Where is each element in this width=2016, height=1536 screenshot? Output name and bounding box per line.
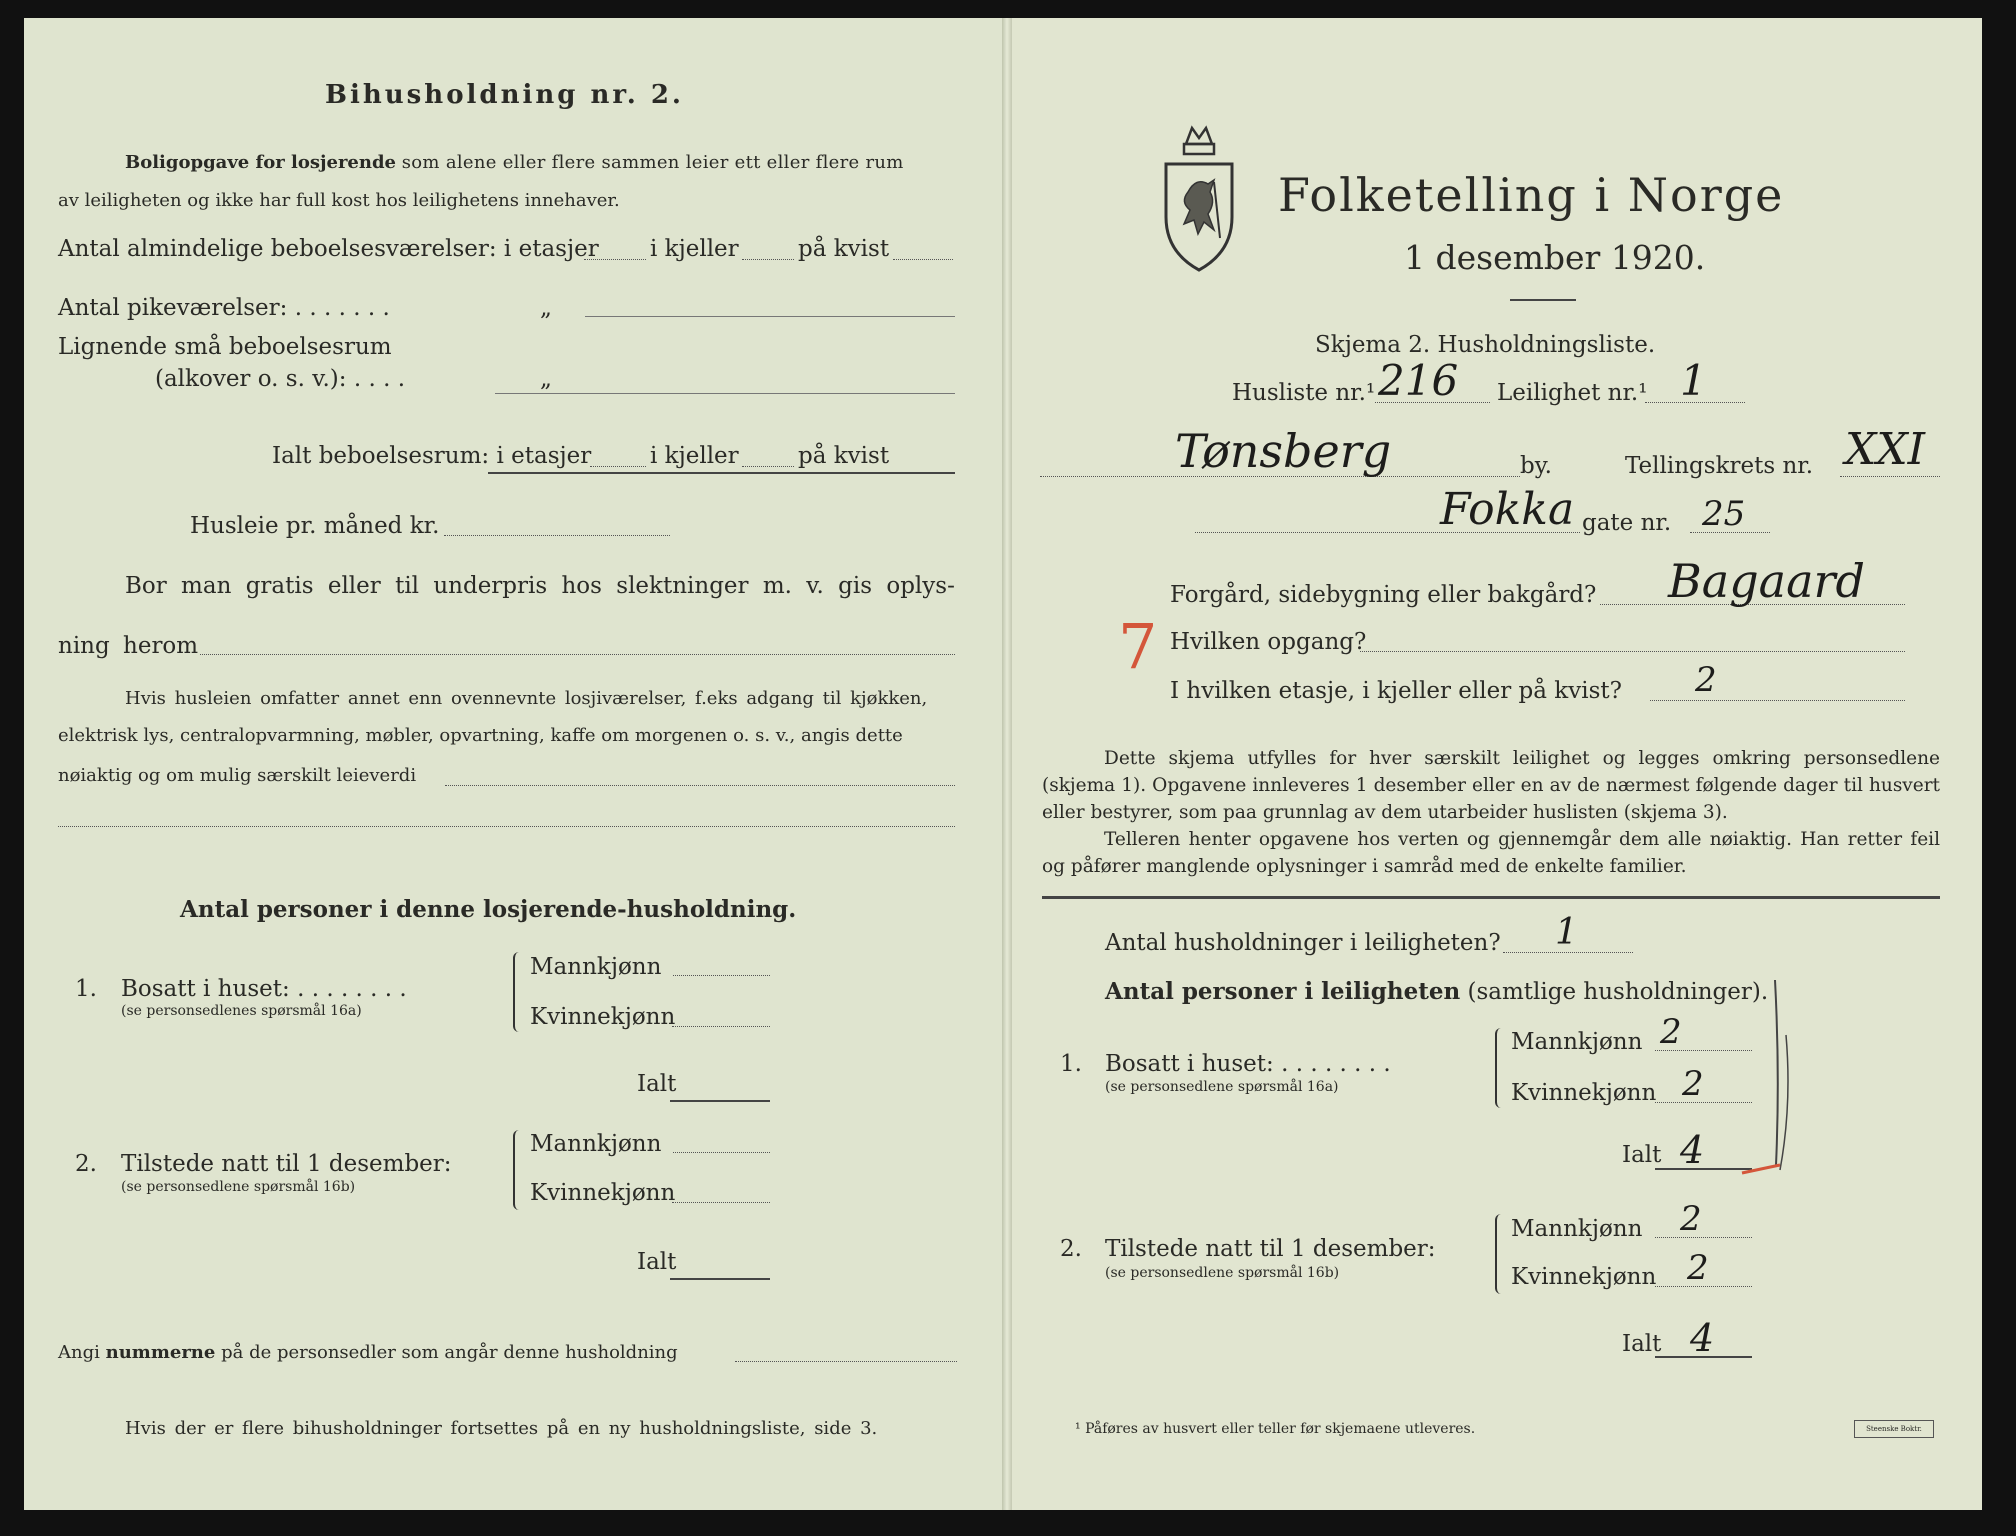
by-label: by.: [1520, 453, 1552, 479]
angi-bold: nummerne: [105, 1342, 216, 1363]
leieverdi-field[interactable]: [445, 785, 955, 786]
rooms-kvist-label: på kvist: [798, 236, 890, 262]
small-rooms-label: Lignende små beboelsesrum: [58, 334, 392, 360]
right-persons-heading: [1105, 980, 1768, 1004]
intro-rest: som alene eller flere sammen leier ett eller flere rum: [401, 152, 904, 173]
opgang-field[interactable]: [1360, 651, 1905, 652]
left-q2-mann-field[interactable]: [673, 1152, 770, 1153]
city-value: Tønsberg: [1175, 424, 1392, 478]
alkover-field[interactable]: [495, 393, 955, 394]
ditto-mark-2: „: [540, 366, 552, 392]
angi-rest: på de personsedler som angår denne husholdning: [221, 1342, 678, 1363]
ialt-kjeller-field[interactable]: [742, 466, 794, 467]
info-line-3: husvert eller bestyrer, som paa grunnlag av dem utarbeider huslisten (skjema 3).: [1042, 775, 1940, 823]
pike-field[interactable]: [585, 316, 955, 317]
gratis-line-2: ning herom: [58, 633, 199, 659]
ialt-underline: [488, 472, 955, 474]
angi-line: [58, 1344, 678, 1362]
right-q2-num: 2.: [1060, 1236, 1082, 1262]
left-q1-label: Bosatt i huset: . . . . . . . .: [121, 976, 407, 1002]
red-check-mark: [1740, 975, 1800, 1180]
right-q1-sub: (se personsedlene spørsmål 16a): [1105, 1079, 1339, 1095]
info-line-5: feil og påfører manglende oplysninger i samråd med de enkelte familier.: [1042, 829, 1940, 877]
right-q2-ialt-value: 4: [1690, 1316, 1715, 1360]
right-q1-ialt-value: 4: [1680, 1128, 1705, 1172]
right-q2-kvinne-label: Kvinnekjønn: [1511, 1264, 1657, 1290]
right-q2-kvinne-value: 2: [1687, 1248, 1709, 1288]
right-q2-mann-label: Mannkjønn: [1511, 1216, 1643, 1242]
left-q1-mann-label: Mannkjønn: [530, 954, 662, 980]
rooms-etasjer-field[interactable]: [584, 259, 646, 260]
ialt-kvist-label: på kvist: [798, 443, 890, 469]
right-q2-sub: (se personsedlene spørsmål 16b): [1105, 1265, 1340, 1281]
right-q1-ialt-label: Ialt: [1622, 1142, 1662, 1168]
right-q1-num: 1.: [1060, 1051, 1082, 1077]
husleie-label: Husleie pr. måned kr.: [190, 513, 440, 539]
margin-mark: 7: [1118, 610, 1158, 683]
left-q1-kvinne-field[interactable]: [672, 1026, 770, 1027]
census-date: 1 desember 1920.: [1404, 238, 1706, 277]
right-q1-label: Bosatt i huset: . . . . . . . .: [1105, 1051, 1391, 1077]
pike-label: Antal pikeværelser: . . . . . . .: [58, 295, 390, 321]
etasje-label: I hvilken etasje, i kjeller eller på kvist?: [1170, 678, 1622, 704]
right-persons-heading-rest: (samtlige husholdninger).: [1467, 979, 1769, 1005]
right-q1-kvinne-label: Kvinnekjønn: [1511, 1080, 1657, 1106]
left-q1-num: 1.: [75, 976, 97, 1002]
schema-label: Skjema 2. Husholdningsliste.: [1315, 332, 1656, 358]
right-q1-kvinne-value: 2: [1682, 1064, 1704, 1104]
left-q2-label: Tilstede natt til 1 desember:: [121, 1151, 452, 1177]
forgard-label: Forgård, sidebygning eller bakgård?: [1170, 582, 1597, 608]
right-q2-ialt-label: Ialt: [1622, 1331, 1662, 1357]
alkover-label: (alkover o. s. v.): . . . .: [155, 366, 406, 392]
leieverdi-field-2[interactable]: [58, 826, 955, 827]
left-q1-sub: (se personsedlenes spørsmål 16a): [121, 1003, 362, 1019]
left-q1-ialt-label: Ialt: [637, 1071, 677, 1097]
husleien-line-3: nøiaktig og om mulig særskilt leieverdi: [58, 765, 417, 786]
husleien-line-1: Hvis husleien omfatter annet enn ovennevnte losjiværelser, f.eks adgang til kjøkken,: [125, 688, 928, 709]
left-q2-brace: [513, 1130, 523, 1210]
ialt-etasjer-field[interactable]: [590, 466, 646, 467]
rooms-kjeller-label: i kjeller: [650, 236, 739, 262]
title-divider: [1510, 299, 1576, 301]
page-fold: [1002, 18, 1012, 1510]
left-q2-kvinne-label: Kvinnekjønn: [530, 1180, 676, 1206]
leilighet-value: 1: [1680, 356, 1707, 405]
households-value: 1: [1555, 912, 1578, 953]
info-paragraph-2: [1042, 826, 1940, 880]
krets-label: Tellingskrets nr.: [1625, 453, 1814, 479]
left-q2-kvinne-field[interactable]: [672, 1202, 770, 1203]
info-line-4: Telleren henter opgavene hos verten og gjennemgår dem alle nøiaktig. Han retter: [1104, 829, 1903, 850]
husliste-value: 216: [1378, 356, 1459, 405]
right-persons-heading-bold: Antal personer i leiligheten: [1105, 978, 1461, 1005]
ialt-rooms-label: Ialt beboelsesrum: i etasjer: [272, 443, 592, 469]
left-persons-heading: Antal personer i denne losjerende-husholdning.: [180, 896, 797, 923]
etasje-value: 2: [1695, 660, 1717, 700]
left-q2-ialt-label: Ialt: [637, 1249, 677, 1275]
left-q2-num: 2.: [75, 1151, 97, 1177]
households-label: Antal husholdninger i leiligheten?: [1105, 930, 1501, 956]
coat-of-arms-icon: [1158, 122, 1240, 272]
census-title: Folketelling i Norge: [1278, 168, 1785, 222]
husliste-label: Husliste nr.¹: [1232, 380, 1376, 406]
left-footer: Hvis der er flere bihusholdninger fortsettes på en ny husholdningsliste, side 3.: [125, 1418, 878, 1439]
info-paragraph-1: [1042, 745, 1940, 826]
angi-pre: Angi: [58, 1342, 100, 1363]
right-q1-mann-value: 2: [1660, 1012, 1682, 1052]
etasje-field[interactable]: [1650, 700, 1905, 701]
opgang-label: Hvilken opgang?: [1170, 629, 1367, 655]
left-q1-brace: [513, 952, 523, 1032]
info-line-1: Dette skjema utfylles for hver særskilt leilighet og legges omkring personsedlene: [1104, 748, 1940, 769]
leilighet-label: Leilighet nr.¹: [1497, 380, 1648, 406]
bihusholdning-title: Bihusholdning nr. 2.: [325, 80, 684, 110]
gratis-field[interactable]: [200, 654, 955, 655]
gratis-line-1: Bor man gratis eller til underpris hos slektninger m. v. gis oplys-: [125, 573, 955, 599]
info-line-2: (skjema 1). Opgavene innleveres 1 desember eller en av de nærmest følgende dager til: [1042, 775, 1863, 796]
right-q2-mann-value: 2: [1680, 1199, 1702, 1239]
intro-bold: Boligopgave for losjerende: [125, 152, 397, 173]
krets-field[interactable]: [1840, 476, 1940, 477]
left-q1-kvinne-label: Kvinnekjønn: [530, 1004, 676, 1030]
left-q1-ialt-field[interactable]: [670, 1100, 770, 1102]
intro-line-1: [125, 154, 904, 172]
right-q2-brace: [1495, 1214, 1505, 1294]
left-q2-sub: (se personsedlene spørsmål 16b): [121, 1179, 356, 1195]
husleie-field[interactable]: [444, 535, 670, 536]
rooms-kvist-field[interactable]: [893, 259, 953, 260]
angi-field[interactable]: [735, 1361, 957, 1362]
left-q2-mann-label: Mannkjønn: [530, 1131, 662, 1157]
intro-line-2: av leiligheten og ikke har full kost hos leilighetens innehaver.: [58, 190, 620, 211]
left-q2-ialt-field[interactable]: [670, 1278, 770, 1280]
ditto-mark: „: [540, 295, 552, 321]
footnote: ¹ Påføres av husvert eller teller før skjemaene utleveres.: [1075, 1421, 1476, 1437]
gate-label: gate nr.: [1582, 510, 1672, 536]
husleien-line-2: elektrisk lys, centralopvarmning, møbler, opvartning, kaffe om morgenen o. s. v., angis dette: [58, 725, 903, 746]
right-q2-label: Tilstede natt til 1 desember:: [1105, 1236, 1436, 1262]
right-q1-brace: [1495, 1028, 1505, 1108]
gate-value: 25: [1702, 494, 1746, 534]
right-q1-mann-label: Mannkjønn: [1511, 1029, 1643, 1055]
krets-value: XXI: [1845, 424, 1926, 475]
left-q1-mann-field[interactable]: [673, 975, 770, 976]
ialt-kjeller-label: i kjeller: [650, 443, 739, 469]
street-value: Fokka: [1440, 484, 1575, 535]
rooms-label: Antal almindelige beboelsesværelser: i etasjer: [58, 236, 599, 262]
rooms-kjeller-field[interactable]: [742, 259, 794, 260]
section-divider: [1042, 896, 1940, 899]
right-q2-mann-field[interactable]: [1655, 1237, 1752, 1238]
forgard-value: Bagaard: [1668, 554, 1865, 608]
printer-stamp: Steenske Boktr.: [1854, 1420, 1934, 1438]
